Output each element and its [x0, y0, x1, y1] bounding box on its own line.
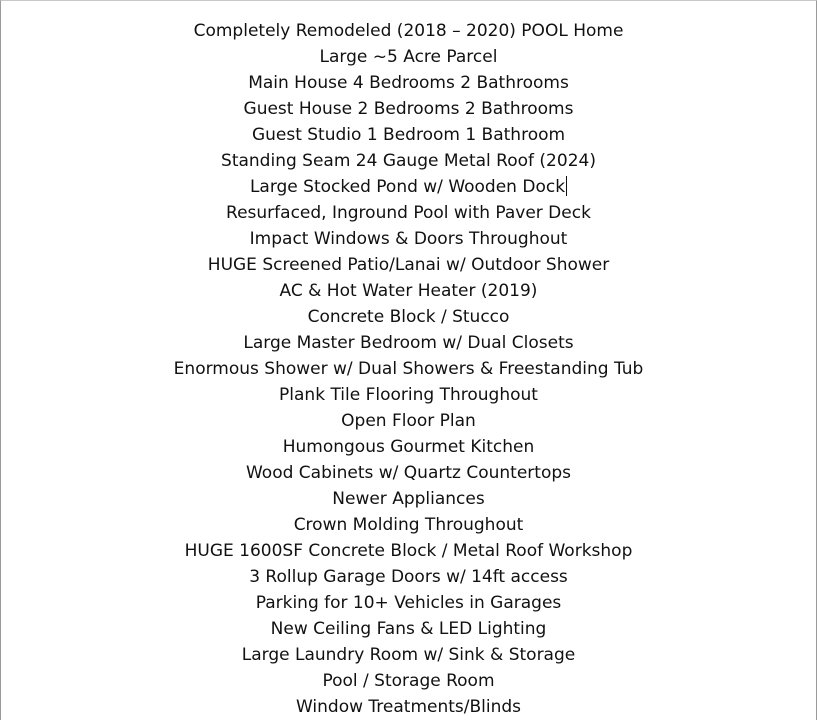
list-item — [1, 18, 816, 44]
list-item — [1, 70, 816, 96]
line-text: Concrete Block / Stucco — [307, 307, 510, 327]
line-text: Main House 4 Bedrooms 2 Bathrooms — [248, 73, 569, 93]
list-item — [1, 96, 816, 122]
feature-list — [1, 18, 816, 720]
list-item — [1, 668, 816, 694]
list-item — [1, 382, 816, 408]
line-text: Pool / Storage Room — [322, 671, 495, 691]
list-item — [1, 408, 816, 434]
list-item — [1, 616, 816, 642]
line-text: Completely Remodeled (2018 – 2020) POOL Home — [193, 21, 624, 41]
list-item — [1, 148, 816, 174]
list-item — [1, 226, 816, 252]
line-text: Large Laundry Room w/ Sink & Storage — [241, 645, 576, 665]
list-item — [1, 304, 816, 330]
line-text: AC & Hot Water Heater (2019) — [279, 281, 538, 301]
line-text: HUGE Screened Patio/Lanai w/ Outdoor Shower — [207, 255, 610, 275]
list-item — [1, 252, 816, 278]
list-item — [1, 590, 816, 616]
line-text: Standing Seam 24 Gauge Metal Roof (2024) — [221, 151, 596, 171]
line-text: Guest Studio 1 Bedroom 1 Bathroom — [251, 125, 566, 145]
line-text: Enormous Shower w/ Dual Showers & Freestanding Tub — [173, 359, 644, 379]
line-text: Resurfaced, Inground Pool with Paver Deck — [226, 203, 591, 223]
line-text: Crown Molding Throughout — [293, 515, 524, 535]
line-text: Parking for 10+ Vehicles in Garages — [255, 593, 562, 613]
list-item — [1, 564, 816, 590]
list-item — [1, 642, 816, 668]
list-item — [1, 512, 816, 538]
list-item — [1, 44, 816, 70]
list-item — [1, 174, 816, 200]
list-item — [1, 434, 816, 460]
list-item — [1, 330, 816, 356]
text-cursor — [566, 176, 567, 196]
list-item — [1, 694, 816, 720]
line-text: Open Floor Plan — [341, 411, 476, 431]
line-text: 3 Rollup Garage Doors w/ 14ft access — [249, 567, 568, 587]
line-text: Large Stocked Pond w/ Wooden Dock — [249, 177, 566, 197]
line-text: Large Master Bedroom w/ Dual Closets — [243, 333, 574, 353]
line-text: Window Treatments/Blinds — [295, 697, 522, 717]
list-item — [1, 460, 816, 486]
line-text: Impact Windows & Doors Throughout — [249, 229, 568, 249]
line-text: Large ~5 Acre Parcel — [319, 47, 498, 67]
list-item — [1, 538, 816, 564]
list-item — [1, 356, 816, 382]
line-text: HUGE 1600SF Concrete Block / Metal Roof Workshop — [184, 541, 633, 561]
list-item — [1, 122, 816, 148]
list-item — [1, 278, 816, 304]
line-text: Wood Cabinets w/ Quartz Countertops — [245, 463, 571, 483]
line-text: New Ceiling Fans & LED Lighting — [270, 619, 547, 639]
list-item — [1, 200, 816, 226]
line-text: Newer Appliances — [332, 489, 485, 509]
line-text: Plank Tile Flooring Throughout — [279, 385, 538, 405]
line-text: Humongous Gourmet Kitchen — [282, 437, 535, 457]
line-text: Guest House 2 Bedrooms 2 Bathrooms — [243, 99, 574, 119]
list-item — [1, 486, 816, 512]
